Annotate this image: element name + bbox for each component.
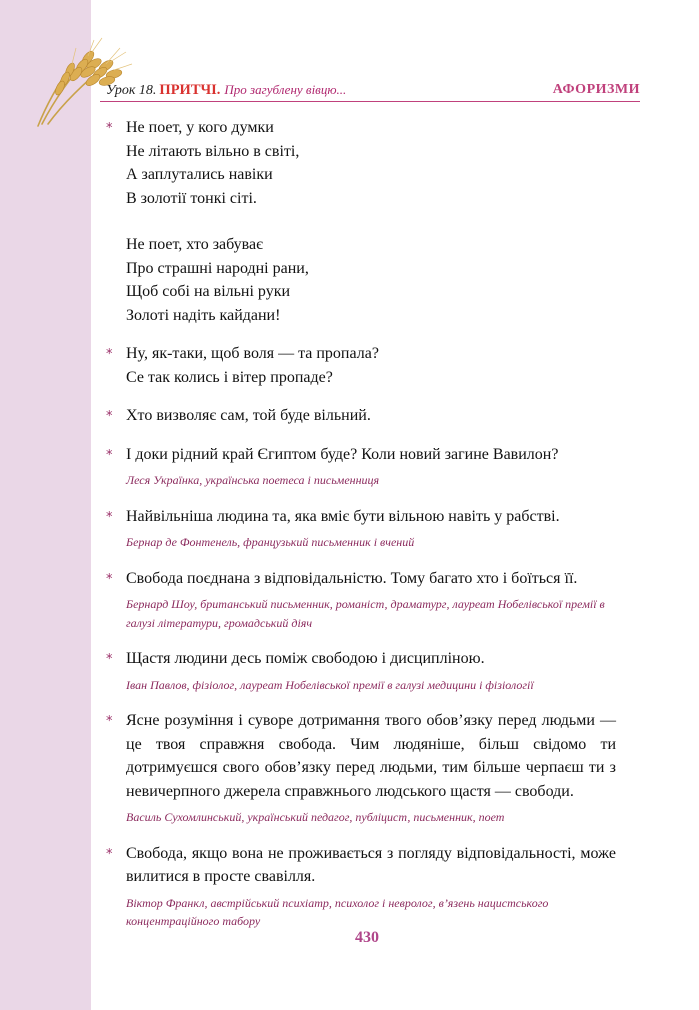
poem-line: В золотії тонкі сіті.: [126, 189, 257, 207]
lesson-subtopic: Про загублену вівцю...: [224, 82, 347, 97]
page-number: 430: [355, 929, 379, 946]
bullet-star: *: [106, 571, 113, 587]
quote-paragraph: Свобода, якщо вона не проживається з погляду відповідальності, може вилитися в просте свавілля.: [126, 844, 616, 885]
bullet-star: *: [106, 447, 113, 463]
quote-line: Щастя людини десь поміж свободою і дисципліною.: [126, 650, 485, 667]
aphorism-item: [106, 116, 616, 327]
quote-line: Ну, як-таки, щоб воля — та пропала?: [126, 345, 379, 362]
lesson-number: Урок 18.: [106, 83, 157, 98]
left-margin-strip: [0, 0, 91, 1010]
page-header: [106, 80, 640, 100]
poem-line: Не літають вільно в світі,: [126, 142, 300, 160]
bullet-star: *: [106, 347, 113, 362]
bullet-star: *: [106, 652, 113, 667]
quote-line: Се так колись і вітер пропаде?: [126, 368, 333, 386]
bullet-star: *: [106, 714, 113, 729]
section-title: АФОРИЗМИ: [552, 82, 640, 97]
quote-author: Василь Сухомлинський, український педагог, публіцист, письменник, поет: [126, 810, 505, 824]
poem-line: Не поет, у кого думки: [126, 119, 274, 136]
header-lesson-info: [106, 82, 346, 99]
quote-author: Леся Українка, українська поетеса і письменниця: [126, 473, 380, 487]
quote-author: Віктор Франкл, австрійський психіатр, психолог і невролог, в’язень нацистського концентраційного табору: [126, 895, 549, 928]
bullet-star: *: [106, 121, 113, 136]
aphorism-item: [106, 842, 616, 931]
aphorism-item: [106, 505, 616, 552]
aphorism-item: [106, 567, 616, 633]
header-divider: [100, 101, 640, 102]
bullet-star: *: [106, 509, 113, 525]
bullet-star: *: [106, 846, 113, 862]
poem-line: Про страшні народні рани,: [126, 259, 309, 277]
aphorism-item: [106, 342, 616, 389]
poem-line: А заплутались навіки: [126, 166, 273, 183]
quote-line: Найвільніша людина та, яка вміє бути вільною навіть у рабстві.: [126, 507, 560, 525]
quote-author: Бернард Шоу, британський письменник, романіст, драматург, лауреат Нобелівської премії в галузі літератури, громадський діяч: [126, 597, 605, 630]
poem-line: Не поет, хто забуває: [126, 236, 263, 253]
aphorism-item: [106, 647, 616, 694]
quote-author: Бернар де Фонтенель, французький письменник і вчений: [126, 535, 415, 549]
quote-paragraph: Ясне розуміння і суворе дотримання твого обов’язку перед людьми — це твоя справжня свобода. Чим людяніше, більш свідомо ти дотримуєшся свого обов’язку перед людьми, тим більше черпаєш ти з невичерпного джерела справжнього людського щастя — свободи.: [126, 712, 616, 800]
aphorism-item: [106, 443, 616, 490]
aphorism-item: [106, 404, 616, 428]
poem-line: Золоті надіть кайдани!: [126, 306, 281, 324]
bullet-star: *: [106, 409, 113, 424]
aphorism-item: [106, 709, 616, 827]
lesson-topic: ПРИТЧІ.: [159, 82, 221, 98]
poem-line: Щоб собі на вільні руки: [126, 283, 291, 300]
quote-line: І доки рідний край Єгиптом буде? Коли новий загине Вавилон?: [126, 445, 559, 463]
quote-line: Хто визволяє сам, той буде вільний.: [126, 407, 371, 424]
quote-line: Свобода поєднана з відповідальністю. Тому багато хто і боїться її.: [126, 569, 578, 587]
quote-author: Іван Павлов, фізіолог, лауреат Нобелівської премії в галузі медицини і фізіології: [126, 677, 534, 692]
aphorism-list: [106, 116, 616, 946]
stanza-gap: [126, 210, 616, 233]
